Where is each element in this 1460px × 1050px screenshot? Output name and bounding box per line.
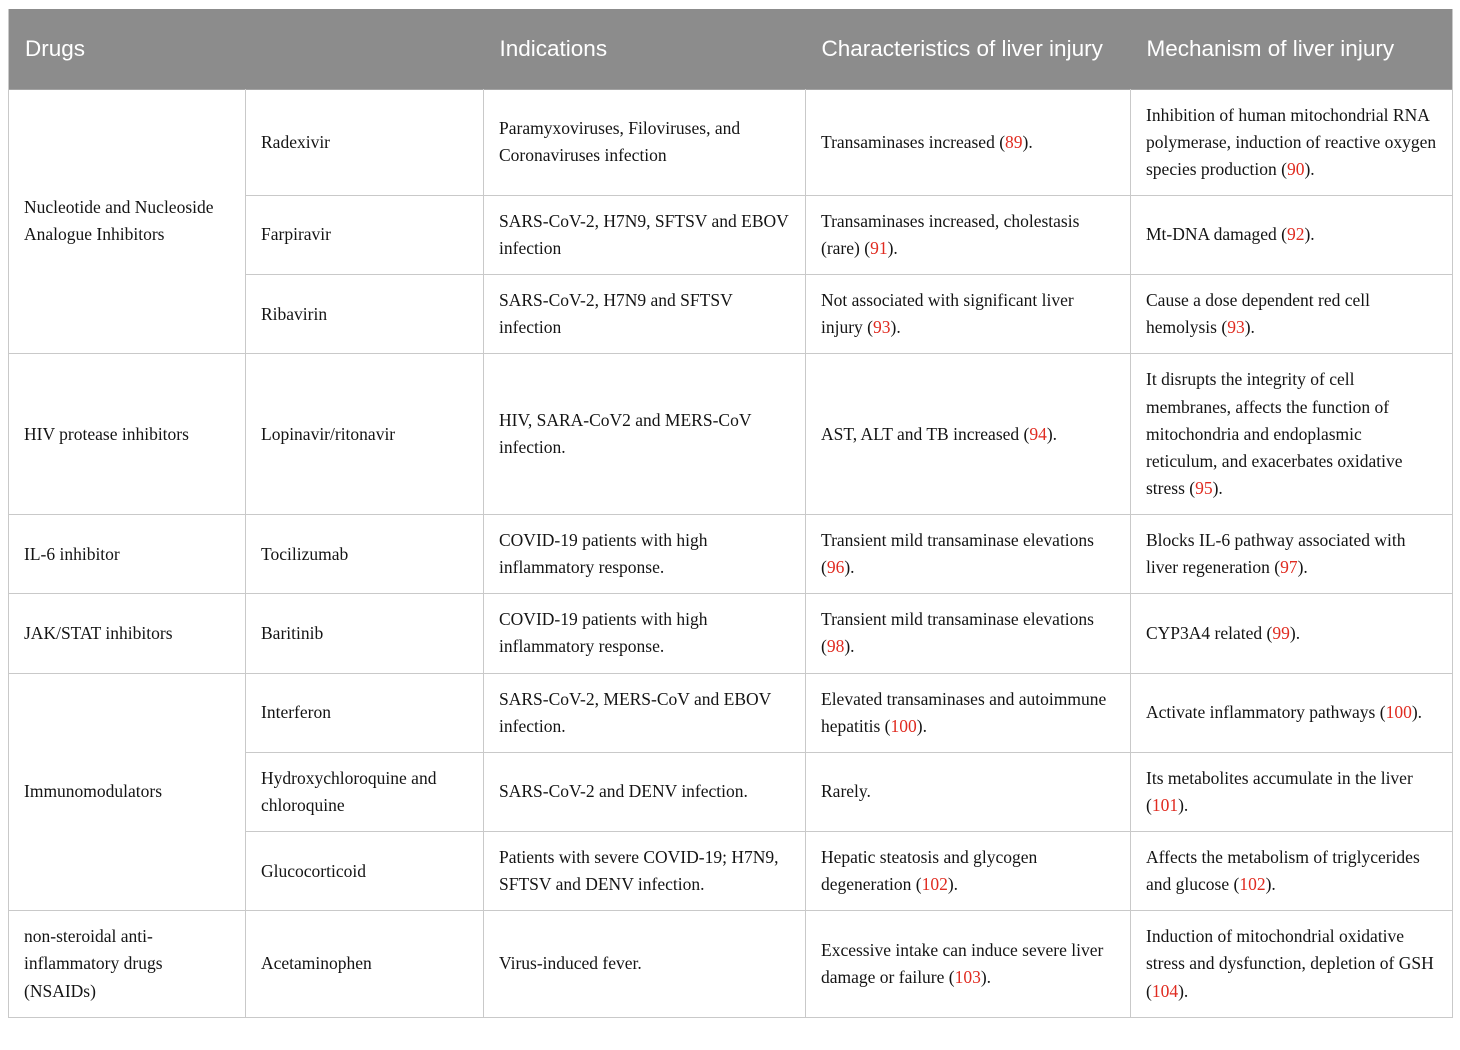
- citation-ref: 102: [921, 874, 948, 895]
- citation-ref: 96: [826, 557, 845, 578]
- liver-injury-characteristics-cell: Hepatic steatosis and glycogen degeneration (102).: [806, 832, 1131, 911]
- indications-cell: COVID-19 patients with high inflammatory response.: [484, 515, 806, 594]
- citation-ref: 99: [1272, 622, 1290, 643]
- citation-ref: 104: [1151, 980, 1179, 1001]
- liver-injury-characteristics-cell: AST, ALT and TB increased (94).: [806, 354, 1131, 515]
- liver-injury-characteristics-cell: Transaminases increased (89).: [806, 89, 1131, 195]
- citation-ref: 100: [890, 715, 917, 736]
- liver-injury-mechanism-cell: It disrupts the integrity of cell membranes, affects the function of mitochondria and endoplasmic reticulum, and exacerbates oxidative stress (95).: [1131, 354, 1453, 515]
- liver-injury-mechanism-cell: Induction of mitochondrial oxidative stress and dysfunction, depletion of GSH (104).: [1131, 911, 1453, 1017]
- drug-liver-injury-table: [8, 9, 1453, 1018]
- citation-ref: 100: [1385, 702, 1412, 723]
- citation-ref: 91: [870, 238, 888, 258]
- citation-ref: 93: [873, 317, 891, 338]
- liver-injury-mechanism-cell: Mt-DNA damaged (92).: [1131, 195, 1453, 274]
- citation-ref: 94: [1029, 423, 1047, 444]
- indications-cell: COVID-19 patients with high inflammatory response.: [484, 594, 806, 673]
- citation-ref: 97: [1280, 557, 1298, 578]
- drug-name-cell: Baritinib: [246, 594, 484, 673]
- liver-injury-mechanism-cell: Cause a dose dependent red cell hemolysis (93).: [1131, 275, 1453, 354]
- drug-class-cell: Nucleotide and Nucleoside Analogue Inhibitors: [9, 89, 246, 354]
- table-row: [9, 673, 1453, 752]
- citation-ref: 98: [826, 636, 845, 657]
- liver-injury-characteristics-cell: Rarely.: [806, 752, 1131, 831]
- drug-name-cell: Radexivir: [246, 89, 484, 195]
- liver-injury-mechanism-cell: Inhibition of human mitochondrial RNA polymerase, induction of reactive oxygen species production (90).: [1131, 89, 1453, 195]
- citation-ref: 90: [1286, 158, 1305, 179]
- indications-cell: HIV, SARA-CoV2 and MERS-CoV infection.: [484, 354, 806, 515]
- indications-cell: SARS-CoV-2, H7N9, SFTSV and EBOV infection: [484, 195, 806, 274]
- indications-cell: Paramyxoviruses, Filoviruses, and Coronaviruses infection: [484, 89, 806, 195]
- liver-injury-characteristics-cell: Excessive intake can induce severe liver damage or failure (103).: [806, 911, 1131, 1017]
- citation-ref: 102: [1239, 874, 1266, 895]
- col-header-liver-injury-mechanism: Mechanism of liver injury: [1131, 9, 1453, 89]
- citation-ref: 95: [1195, 477, 1213, 498]
- liver-injury-characteristics-cell: Transaminases increased, cholestasis (rare) (91).: [806, 195, 1131, 274]
- table-row: [9, 354, 1453, 515]
- indications-cell: Patients with severe COVID-19; H7N9, SFTSV and DENV infection.: [484, 832, 806, 911]
- col-header-indications: Indications: [484, 9, 806, 89]
- liver-injury-mechanism-cell: Activate inflammatory pathways (100).: [1131, 673, 1453, 752]
- drug-name-cell: Hydroxychloroquine and chloroquine: [246, 752, 484, 831]
- citation-ref: 92: [1286, 224, 1305, 245]
- liver-injury-characteristics-cell: Transient mild transaminase elevations (96).: [806, 515, 1131, 594]
- citation-ref: 103: [954, 966, 981, 987]
- drug-name-cell: Acetaminophen: [246, 911, 484, 1017]
- drug-name-cell: Glucocorticoid: [246, 832, 484, 911]
- table-row: [9, 515, 1453, 594]
- liver-injury-mechanism-cell: Its metabolites accumulate in the liver (101).: [1131, 752, 1453, 831]
- table-header: [9, 9, 1453, 89]
- drug-name-cell: Ribavirin: [246, 275, 484, 354]
- drug-class-cell: JAK/STAT inhibitors: [9, 594, 246, 673]
- liver-injury-mechanism-cell: CYP3A4 related (99).: [1131, 594, 1453, 673]
- liver-injury-mechanism-cell: Affects the metabolism of triglycerides and glucose (102).: [1131, 832, 1453, 911]
- drug-class-cell: Immunomodulators: [9, 673, 246, 911]
- liver-injury-mechanism-cell: Blocks IL-6 pathway associated with liver regeneration (97).: [1131, 515, 1453, 594]
- citation-ref: 101: [1151, 794, 1179, 815]
- liver-injury-characteristics-cell: Elevated transaminases and autoimmune hepatitis (100).: [806, 673, 1131, 752]
- col-header-liver-injury-characteristics: Characteristics of liver injury: [806, 9, 1131, 89]
- table-body: [9, 89, 1453, 1017]
- indications-cell: SARS-CoV-2, H7N9 and SFTSV infection: [484, 275, 806, 354]
- drug-name-cell: Farpiravir: [246, 195, 484, 274]
- drug-class-cell: HIV protease inhibitors: [9, 354, 246, 515]
- indications-cell: SARS-CoV-2 and DENV infection.: [484, 752, 806, 831]
- table-row: [9, 594, 1453, 673]
- liver-injury-characteristics-cell: Transient mild transaminase elevations (98).: [806, 594, 1131, 673]
- table-row: [9, 911, 1453, 1017]
- drug-class-cell: non-steroidal anti-inflammatory drugs (NSAIDs): [9, 911, 246, 1017]
- drug-name-cell: Tocilizumab: [246, 515, 484, 594]
- indications-cell: Virus-induced fever.: [484, 911, 806, 1017]
- drug-name-cell: Lopinavir/ritonavir: [246, 354, 484, 515]
- liver-injury-characteristics-cell: Not associated with significant liver injury (93).: [806, 275, 1131, 354]
- header-row: [9, 9, 1453, 89]
- citation-ref: 93: [1227, 317, 1245, 338]
- table-row: [9, 89, 1453, 195]
- drug-name-cell: Interferon: [246, 673, 484, 752]
- drug-class-cell: IL-6 inhibitor: [9, 515, 246, 594]
- citation-ref: 89: [1005, 131, 1023, 152]
- col-header-drugs: Drugs: [9, 9, 484, 89]
- indications-cell: SARS-CoV-2, MERS-CoV and EBOV infection.: [484, 673, 806, 752]
